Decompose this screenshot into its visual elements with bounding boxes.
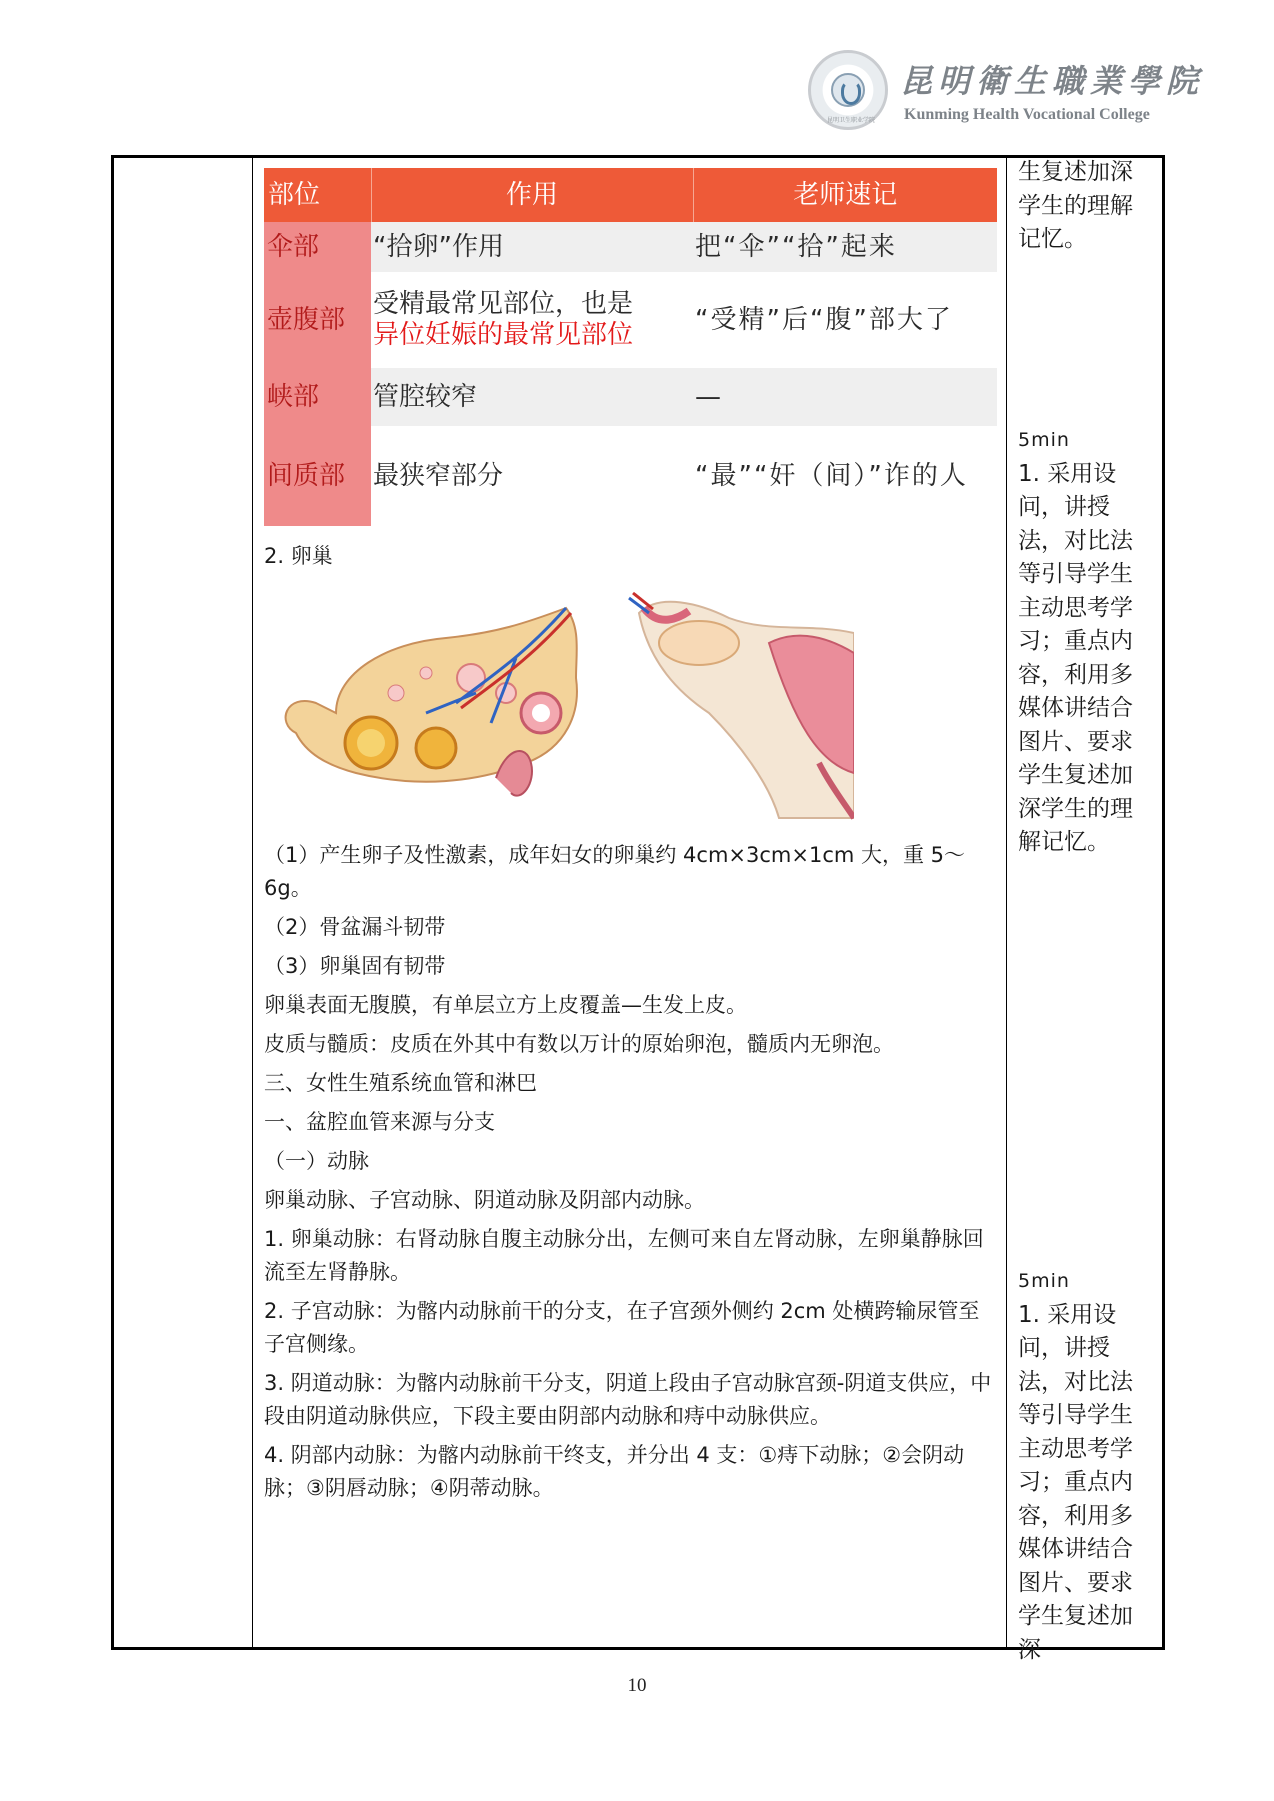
- note-time: 5min: [1018, 1270, 1070, 1292]
- paragraph: （1）产生卵子及性激素，成年妇女的卵巢约 4cm×3cm×1cm 大，重 5～6g。: [264, 843, 966, 900]
- memo-cell: —: [693, 368, 997, 426]
- part-cell: 壶腹部: [264, 272, 371, 368]
- memo-cell: “受精”后“腹”部大了: [693, 272, 997, 368]
- table-header: 老师速记: [693, 168, 997, 222]
- section-heading: 三、女性生殖系统血管和淋巴: [264, 1071, 537, 1095]
- column-divider-left: [252, 155, 253, 1650]
- paragraph: 3. 阴道动脉：为髂内动脉前干分支，阴道上段由子宫动脉宫颈-阴道支供应，中段由阴道动脉供应，下段主要由阴部内动脉和痔中动脉供应。: [264, 1371, 992, 1428]
- part-cell: 伞部: [264, 222, 371, 272]
- seal-text: 昆明卫生职业学院: [826, 117, 875, 124]
- column-divider-right: [1006, 155, 1007, 1650]
- function-cell: 最狭窄部分: [371, 426, 693, 526]
- part-cell: 间质部: [264, 426, 371, 526]
- paragraph: 卵巢动脉、子宫动脉、阴道动脉及阴部内动脉。: [264, 1188, 705, 1212]
- college-name-cn: 昆明衛生職業學院: [900, 62, 1205, 100]
- teaching-note: [1018, 1265, 1152, 1667]
- college-seal-icon: [808, 50, 888, 130]
- college-logo: [808, 50, 1205, 140]
- uterus-ovary-illustration: [619, 583, 854, 823]
- paragraph: 卵巢表面无腹膜，有单层立方上皮覆盖—生发上皮。: [264, 993, 747, 1017]
- paragraph: 2. 子宫动脉：为髂内动脉前干的分支，在子宫颈外侧约 2cm 处横跨输尿管至子宫侧缘。: [264, 1299, 980, 1356]
- note-time: 5min: [1018, 429, 1070, 451]
- function-cell: 管腔较窄: [371, 368, 693, 426]
- function-cell: “拾卵”作用: [371, 222, 693, 272]
- table-header: 部位: [264, 168, 371, 222]
- teaching-note: [1018, 156, 1152, 257]
- memo-cell: 把“伞”“拾”起来: [693, 222, 997, 272]
- ovary-figures: [264, 583, 999, 835]
- college-name-en: Kunming Health Vocational College: [904, 106, 1150, 123]
- note-text: 1. 采用设问，讲授法，对比法等引导学生主动思考学习；重点内容，利用多媒体讲结合图片、要求学生复述加深学生的理解记忆。: [1018, 460, 1133, 855]
- section-heading: 一、盆腔血管来源与分支: [264, 1110, 495, 1134]
- table-row: [264, 368, 997, 426]
- paragraph: 皮质与髓质：皮质在外其中有数以万计的原始卵泡，髓质内无卵泡。: [264, 1032, 894, 1056]
- teaching-note: [1018, 424, 1152, 860]
- note-text: 1. 采用设问，讲授法，对比法等引导学生主动思考学习；重点内容，利用多媒体讲结合图片、要求学生复述加深: [1018, 1301, 1133, 1663]
- function-highlight: 异位妊娠的最常见部位: [373, 320, 634, 350]
- paragraph: 4. 阴部内动脉：为髂内动脉前干终支，并分出 4 支：①痔下动脉；②会阴动脉；③阴唇动脉；④阴蒂动脉。: [264, 1443, 965, 1500]
- page-number: 10: [627, 1675, 647, 1696]
- memo-cell: “最”“奸（间）”诈的人: [693, 426, 997, 526]
- function-text: 受精最常见部位，也是: [373, 289, 634, 319]
- paragraph: 1. 卵巢动脉：右肾动脉自腹主动脉分出，左侧可来自左肾动脉，左卵巢静脉回流至左肾静脉。: [264, 1227, 984, 1284]
- paragraph: （3）卵巢固有韧带: [264, 954, 446, 978]
- part-cell: 峡部: [264, 368, 371, 426]
- table-header-row: [264, 168, 997, 222]
- ovary-cross-section-illustration: [276, 583, 596, 823]
- table-row: [264, 272, 997, 368]
- function-cell: [371, 272, 693, 368]
- section-heading: 2. 卵巢: [264, 544, 333, 568]
- table-row: [264, 426, 997, 526]
- note-text: 生复述加深学生的理解记忆。: [1018, 159, 1133, 252]
- main-content: [264, 168, 999, 1511]
- table-row: [264, 222, 997, 272]
- table-header: 作用: [371, 168, 693, 222]
- fallopian-tube-table: [264, 168, 997, 526]
- paragraph: （2）骨盆漏斗韧带: [264, 915, 446, 939]
- section-heading: （一）动脉: [264, 1149, 369, 1173]
